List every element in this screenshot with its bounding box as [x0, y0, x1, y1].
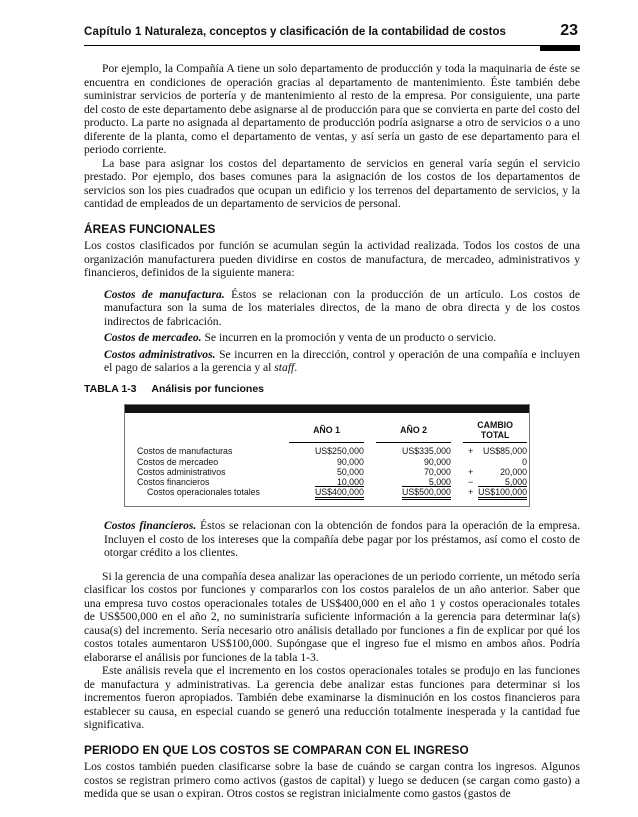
table-row: [135, 467, 527, 477]
change-sign: −: [468, 477, 474, 488]
table-caption: [84, 383, 580, 397]
year1-value: 10,000: [336, 477, 364, 488]
table-box: [124, 404, 530, 507]
header-rule: [84, 45, 580, 46]
definition-text: Éstos se relacionan con la producción de un artículo. Los costos de manufactura son la suma de los materiales directos, de la mano de obra directa y de los costos indirectos de fabricación.: [104, 287, 581, 328]
definition-text: Se incurren en la dirección, control y operación de una compañía e incluyen el pago de salarios a la gerencia y al: [104, 347, 580, 374]
year2-total: US$500,000: [402, 486, 451, 500]
section-heading: ÁREAS FUNCIONALES: [84, 221, 216, 236]
change-sign: +: [468, 446, 474, 457]
table-row: [135, 443, 527, 457]
definition-term: Costos de manufactura.: [104, 287, 225, 301]
year1-value: US$250,000: [314, 446, 364, 457]
change-sign: +: [468, 466, 474, 477]
paragraph: Si la gerencia de una compañía desea analizar las operaciones de un periodo corriente, un método sería clasificar los costos por funciones y compararlos con los costos paralelos de un año anterior. Saber que una empresa tuvo costos operacionales totales de US$400,000 en el año 1 y costos operacionales totales de US$500,000 en el año 2, no suministraría suficiente información a la gerencia para determinar la(s) causa(s) del incremento. Sería necesario otro análisis detallado por funciones a fin de explicar por qué los costos totales aumentaron US$100,000. Supóngase que el ingreso fue el mismo en ambos años. Podría elaborarse el análisis por funciones de la tabla 1-3.: [84, 569, 580, 664]
period: .: [294, 361, 298, 374]
col-year1-header: AÑO 1: [289, 417, 364, 443]
section-heading: PERIODO EN QUE LOS COSTOS SE COMPARAN CON EL INGRESO: [84, 742, 469, 757]
definition-term: Costos financieros.: [104, 519, 197, 532]
staff-word: staff: [274, 361, 295, 374]
year1-value: 90,000: [336, 456, 364, 467]
col-year2-header: AÑO 2: [376, 417, 451, 443]
change-sign: [463, 457, 478, 467]
table-header-row: [135, 417, 527, 443]
page-body: [84, 62, 580, 801]
definition-term: Costos administrativos.: [104, 347, 216, 361]
paragraph: Este análisis revela que el incremento en los costos operacionales totales se produjo en las funciones de manufactura y administrativas. La gerencia debe analizar estas funciones para determinar si los incrementos fueron apropiados. También debe examinarse la disminución en los costos financieros para establecer su causa, en especial cuando se generó una reducción totalmente inesperada y la cantidad fue significativa.: [84, 664, 580, 731]
year2-value: US$335,000: [401, 446, 451, 457]
row-label: Costos de mercadeo: [137, 456, 219, 467]
year1-value: 50,000: [336, 466, 364, 477]
table-title: Análisis por funciones: [151, 382, 265, 395]
row-label: Costos administrativos: [137, 466, 226, 477]
chapter-label: Capítulo 1: [84, 26, 142, 38]
paragraph: La base para asignar los costos del departamento de servicios en general varía según el servicio prestado. Por ejemplo, dos bases comunes para la asignación de los costos de los departamentos de servicios son los pies cuadrados que ocupan un edificio y los terrenos del departamento de servicios, y la cantidad de empleados de un departamento de servicios de personal.: [84, 156, 580, 210]
chapter-title: Naturaleza, conceptos y clasificación de la contabilidad de costos: [144, 26, 506, 38]
row-label: Costos financieros: [137, 477, 210, 488]
change-value: 20,000: [500, 466, 527, 477]
paragraph: Los costos también pueden clasificarse sobre la base de cuándo se cargan contra los ingresos. Algunos costos se registran primero como activos (gastos de capital) y luego se deducen (se cargan como gasto) a medida que se usan o expiran. Otros costos se registran inicialmente como gastos (gastos de: [84, 760, 580, 800]
table-total-row: [135, 487, 527, 497]
change-value: 5,000: [504, 477, 527, 488]
year2-value: 5,000: [428, 477, 451, 488]
definition-text: Éstos se relacionan con la obtención de fondos para la operación de la empresa. Incluyen el costo de los intereses que la compañía debe pagar por los préstamos, así como el costo de otorgar crédito a los clientes.: [104, 519, 580, 559]
change-total: US$100,000: [478, 486, 527, 500]
year2-value: 90,000: [424, 456, 451, 467]
definition-item: [104, 519, 580, 560]
year1-total: US$400,000: [315, 486, 364, 500]
table-row: [135, 457, 527, 467]
table-number: TABLA 1-3: [84, 382, 137, 395]
definition-item: [104, 348, 580, 375]
change-value: US$85,000: [482, 446, 527, 457]
col-change-header: CAMBIO TOTAL: [463, 417, 527, 443]
page-header: [84, 20, 580, 44]
functional-analysis-table: [135, 417, 527, 497]
definition-text: Se incurren en la promoción y venta de un producto o servicio.: [201, 331, 497, 344]
definition-item: [104, 288, 580, 329]
header-rule-block: [540, 45, 580, 51]
paragraph: Los costos clasificados por función se acumulan según la actividad realizada. Todos los costos de una organización manufacturera pueden dividirse en costos de manufactura, de mercadeo, administrativos y financieros, definidos de la siguiente manera:: [84, 239, 580, 279]
row-label: Costos operacionales totales: [147, 487, 260, 498]
change-sign: +: [468, 487, 474, 498]
year2-value: 70,000: [424, 466, 451, 477]
definition-term: Costos de mercadeo.: [104, 331, 202, 344]
change-value: 0: [522, 456, 527, 467]
page-number: 23: [560, 22, 578, 39]
running-title: [84, 26, 506, 38]
table-top-bar: [125, 405, 529, 413]
paragraph: Por ejemplo, la Compañía A tiene un solo departamento de producción y toda la maquinaria de éste se encuentra en condiciones de operación gracias al departamento de mantenimiento. Éste también debe suministrar servicios de portería y de mantenimiento al resto de la empresa. Por consiguiente, una parte del costo de este departamento debe asignarse al de producción para que se convierta en parte del costo del producto. La parte no asignada al departamento de producción podría asignarse a otro de servicios o a uno diferente de la planta, como el departamento de ventas, y así sería un gasto de ese departamento para el periodo corriente.: [84, 62, 580, 156]
row-label: Costos de manufacturas: [137, 446, 233, 457]
definition-item: [104, 331, 580, 345]
